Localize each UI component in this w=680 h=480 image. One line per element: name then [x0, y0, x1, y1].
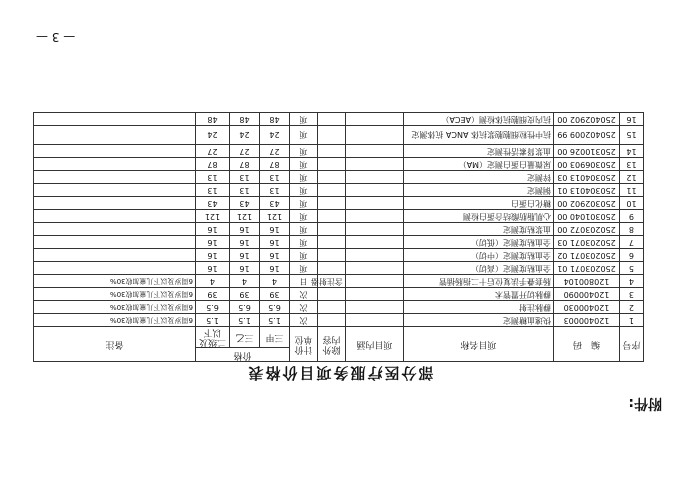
row-code: 250310026 00: [554, 145, 620, 158]
row-unit: 项: [290, 210, 318, 223]
table-row: [34, 210, 644, 223]
row-name: 抗中性粒细胞胞浆抗体 ANCA 抗体测定: [404, 126, 554, 145]
row-unit: 项: [290, 223, 318, 236]
row-unit: 项: [290, 113, 318, 126]
row-excluded: [318, 314, 346, 327]
row-name: 血浆粘度测定: [404, 223, 554, 236]
row-seq: 2: [620, 301, 644, 314]
row-content: [346, 249, 404, 262]
row-content: [346, 262, 404, 275]
row-code: 250304013 03: [554, 171, 620, 184]
header-level-2: 二级及以下: [196, 327, 230, 348]
row-price-3a: 121: [260, 210, 290, 223]
row-price-2: 27: [196, 145, 230, 158]
table-row: [34, 171, 644, 184]
row-unit: 项: [290, 184, 318, 197]
table-row: [34, 126, 644, 145]
row-price-2: 43: [196, 197, 230, 210]
table-row: [34, 236, 644, 249]
row-excluded: [318, 223, 346, 236]
row-name: 全血粘度测定（中切）: [404, 249, 554, 262]
row-code: 250203071 02: [554, 249, 620, 262]
row-content: [346, 210, 404, 223]
row-excluded: [318, 113, 346, 126]
row-excluded: [318, 262, 346, 275]
row-name: 血浆肾素活性测定: [404, 145, 554, 158]
row-note: [34, 210, 196, 223]
row-seq: 9: [620, 210, 644, 223]
row-price-3a: 27: [260, 145, 290, 158]
row-content: [346, 145, 404, 158]
row-note: 6周岁及以下儿童加收30%: [34, 275, 196, 288]
row-code: 250302902 00: [554, 197, 620, 210]
row-price-3a: 39: [260, 288, 290, 301]
row-price-3a: 4: [260, 275, 290, 288]
row-name: 抗内皮细胞抗体检测（AECA）: [404, 113, 554, 126]
row-code: 120400090: [554, 288, 620, 301]
row-price-2: 13: [196, 171, 230, 184]
row-seq: 8: [620, 223, 644, 236]
price-table: [33, 112, 644, 362]
row-code: 120400003: [554, 314, 620, 327]
row-excluded: [318, 126, 346, 145]
row-excluded: [318, 288, 346, 301]
row-seq: 15: [620, 126, 644, 145]
page-title: 部分医疗服务项目价格表: [246, 364, 434, 382]
table-row: [34, 197, 644, 210]
row-seq: 11: [620, 184, 644, 197]
row-content: [346, 113, 404, 126]
row-price-3a: 6.5: [260, 301, 290, 314]
row-content: [346, 126, 404, 145]
row-note: [34, 197, 196, 210]
row-unit: 项: [290, 262, 318, 275]
row-content: [346, 275, 404, 288]
table-row: [34, 301, 644, 314]
row-code: 250301040 00: [554, 210, 620, 223]
header-content: 项目内涵: [346, 327, 404, 362]
row-price-3b: 6.5: [230, 301, 260, 314]
header-excluded: 除外内容: [318, 327, 346, 362]
row-name: 锌测定: [404, 171, 554, 184]
row-price-2: 121: [196, 210, 230, 223]
row-price-2: 24: [196, 126, 230, 145]
row-code: 120400030: [554, 301, 620, 314]
header-level-3a: 三甲: [260, 327, 290, 348]
row-note: [34, 171, 196, 184]
row-seq: 1: [620, 314, 644, 327]
row-seq: 13: [620, 158, 644, 171]
row-seq: 16: [620, 113, 644, 126]
row-name: 糖化白蛋白: [404, 197, 554, 210]
row-excluded: [318, 184, 346, 197]
row-excluded: [318, 236, 346, 249]
header-level-3b: 三乙: [230, 327, 260, 348]
row-name: 尿微量白蛋白测定（MA）: [404, 158, 554, 171]
row-content: [346, 236, 404, 249]
row-code: 250306903 00: [554, 158, 620, 171]
row-price-3a: 48: [260, 113, 290, 126]
row-content: [346, 158, 404, 171]
row-price-3b: 16: [230, 262, 260, 275]
row-content: [346, 301, 404, 314]
row-excluded: [318, 158, 346, 171]
table-row: [34, 158, 644, 171]
row-unit: 项: [290, 158, 318, 171]
row-price-2: 16: [196, 223, 230, 236]
row-excluded: [318, 249, 346, 262]
row-unit: 项: [290, 171, 318, 184]
page-number: — 3 —: [36, 30, 76, 44]
row-price-3b: 13: [230, 171, 260, 184]
attachment-label: 附件:: [628, 395, 662, 411]
row-price-2: 13: [196, 184, 230, 197]
row-price-2: 16: [196, 262, 230, 275]
row-seq: 5: [620, 262, 644, 275]
row-price-3a: 43: [260, 197, 290, 210]
row-unit: 项: [290, 126, 318, 145]
header-name: 项目名称: [404, 327, 554, 362]
row-code: 250402009 99: [554, 126, 620, 145]
row-content: [346, 223, 404, 236]
row-price-3b: 16: [230, 249, 260, 262]
row-price-3b: 121: [230, 210, 260, 223]
row-name: 静脉注射: [404, 301, 554, 314]
row-name: 心肌脂肪酸结合蛋白检测: [404, 210, 554, 223]
row-price-3a: 16: [260, 223, 290, 236]
row-content: [346, 184, 404, 197]
header-note: 备注: [34, 327, 196, 362]
row-excluded: [318, 210, 346, 223]
row-content: [346, 288, 404, 301]
row-note: [34, 126, 196, 145]
row-note: 6周岁及以下儿童加收30%: [34, 288, 196, 301]
table-row: [34, 113, 644, 126]
row-name: 全血粘度测定（高切）: [404, 262, 554, 275]
row-code: 250304013 01: [554, 184, 620, 197]
row-name: 快速血糖测定: [404, 314, 554, 327]
row-seq: 7: [620, 236, 644, 249]
row-price-3b: 48: [230, 113, 260, 126]
row-price-3a: 16: [260, 262, 290, 275]
row-name: 全血粘度测定（低切）: [404, 236, 554, 249]
row-price-2: 87: [196, 158, 230, 171]
row-note: [34, 249, 196, 262]
row-unit: 日: [290, 275, 318, 288]
row-price-3a: 13: [260, 184, 290, 197]
row-unit: 项: [290, 249, 318, 262]
table-row: [34, 184, 644, 197]
row-unit: 次: [290, 301, 318, 314]
row-price-3a: 16: [260, 249, 290, 262]
row-seq: 3: [620, 288, 644, 301]
row-code: 250402902 00: [554, 113, 620, 126]
row-code: 250203071 01: [554, 262, 620, 275]
row-note: [34, 236, 196, 249]
row-price-2: 1.5: [196, 314, 230, 327]
table-row: [34, 262, 644, 275]
row-price-2: 6.5: [196, 301, 230, 314]
row-price-3a: 87: [260, 158, 290, 171]
row-seq: 6: [620, 249, 644, 262]
row-seq: 12: [620, 171, 644, 184]
row-excluded: [318, 301, 346, 314]
row-note: [34, 145, 196, 158]
row-price-3b: 1.5: [230, 314, 260, 327]
row-excluded: [318, 145, 346, 158]
table-row: [34, 249, 644, 262]
row-code: 120800104: [554, 275, 620, 288]
row-price-3a: 13: [260, 171, 290, 184]
header-price: 价格: [196, 348, 290, 362]
row-note: [34, 262, 196, 275]
row-price-2: 16: [196, 236, 230, 249]
row-price-3b: 16: [230, 223, 260, 236]
row-price-3b: 27: [230, 145, 260, 158]
row-note: [34, 184, 196, 197]
row-price-3b: 4: [230, 275, 260, 288]
row-content: [346, 171, 404, 184]
row-price-3a: 24: [260, 126, 290, 145]
row-note: [34, 223, 196, 236]
row-price-3a: 1.5: [260, 314, 290, 327]
row-note: 6周岁及以下儿童加收30%: [34, 314, 196, 327]
row-excluded: 含注射器: [318, 275, 346, 288]
row-price-3b: 13: [230, 184, 260, 197]
header-unit: 计价单位: [290, 327, 318, 362]
row-price-2: 39: [196, 288, 230, 301]
row-note: [34, 113, 196, 126]
row-unit: 次: [290, 314, 318, 327]
row-unit: 项: [290, 197, 318, 210]
row-excluded: [318, 197, 346, 210]
row-unit: 项: [290, 145, 318, 158]
table-row: [34, 314, 644, 327]
row-price-3b: 43: [230, 197, 260, 210]
table-row: [34, 223, 644, 236]
row-unit: 项: [290, 236, 318, 249]
row-seq: 4: [620, 275, 644, 288]
header-code: 编 码: [554, 327, 620, 362]
row-note: [34, 158, 196, 171]
row-unit: 次: [290, 288, 318, 301]
row-price-3b: 24: [230, 126, 260, 145]
row-seq: 10: [620, 197, 644, 210]
table-row: [34, 288, 644, 301]
header-seq: 序号: [620, 327, 644, 362]
row-name: 肠套叠手法复位后十二指肠插管: [404, 275, 554, 288]
row-price-3b: 16: [230, 236, 260, 249]
row-code: 250203072 00: [554, 223, 620, 236]
row-price-2: 48: [196, 113, 230, 126]
row-price-3a: 16: [260, 236, 290, 249]
row-name: 铜测定: [404, 184, 554, 197]
row-price-2: 16: [196, 249, 230, 262]
row-price-2: 4: [196, 275, 230, 288]
table-row: [34, 145, 644, 158]
row-content: [346, 314, 404, 327]
row-excluded: [318, 171, 346, 184]
row-code: 250203071 03: [554, 236, 620, 249]
row-seq: 14: [620, 145, 644, 158]
row-note: 6周岁及以下儿童加收30%: [34, 301, 196, 314]
row-price-3b: 39: [230, 288, 260, 301]
row-price-3b: 87: [230, 158, 260, 171]
row-name: 静脉切开置管术: [404, 288, 554, 301]
row-content: [346, 197, 404, 210]
table-row: [34, 275, 644, 288]
